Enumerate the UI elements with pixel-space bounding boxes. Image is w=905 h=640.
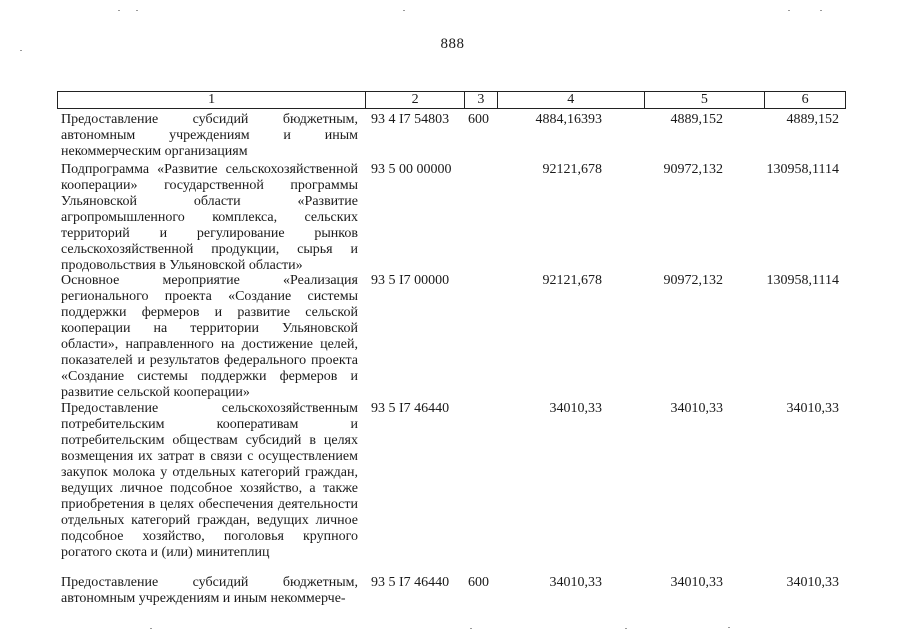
header-col-6: 6 [801,92,809,107]
row-code: 93 5 I7 46440 [371,401,450,416]
page-number: 888 [440,36,465,52]
row-value-col6: 130958,1114 [766,273,839,288]
row-expense-type: 600 [468,112,489,127]
header-col-1: 1 [58,92,366,108]
scan-speck [728,627,730,628]
row-value-col5: 34010,33 [670,401,723,416]
header-col-3: 3 [465,92,498,108]
scan-speck [820,10,822,11]
row-expense-type: 600 [468,575,489,590]
scan-speck [788,10,790,11]
row-value-col5: 90972,132 [663,162,723,177]
row-value-col6: 34010,33 [786,401,839,416]
row-value-col4: 92121,678 [542,162,602,177]
row-value-col6: 4889,152 [786,112,839,127]
row-description: Подпрограмма «Развитие сельскохозяйственной кооперации» государственной программы Ульяновской области «Развитие агропромышленного комплекса, сельских территорий и регулирование рынков сельскохозяйственной продукции, сырья и продовольствия в Ульяновской области» [61,162,358,273]
row-code: 93 5 I7 46440 [371,575,450,590]
scan-speck [20,50,22,51]
row-description: Предоставление субсидий бюджетным, автономным учреждениям и иным некоммерче- [61,575,358,606]
table-header [57,91,846,109]
row-value-col5: 90972,132 [663,273,723,288]
row-code: 93 5 I7 00000 [371,273,450,288]
row-value-col5: 4889,152 [670,112,723,127]
row-value-col6: 130958,1114 [766,162,839,177]
row-value-col4: 34010,33 [549,401,602,416]
row-value-col4: 92121,678 [542,273,602,288]
row-description: Основное мероприятие «Реализация регионального проекта «Создание системы поддержки фермеров и развитие сельской кооперации на территории Ульяновской области», направленного на достижение целей, показателей и результатов федерального проекта «Создание системы поддержки фермеров и развитие сельской кооперации» [61,273,358,400]
row-description: Предоставление сельскохозяйственным потребительским кооперативам и потребительским обществам субсидий в целях возмещения их затрат в связи с осуществлением закупок молока у отдельных категорий граждан, ведущих личное подсобное хозяйство, а также приобретения в целях обеспечения деятельности отдельных категорий граждан, ведущих личное подсобное хозяйство, поголовья крупного рогатого скота и (или) минитеплиц [61,401,358,560]
row-value-col5: 34010,33 [670,575,723,590]
header-col-2: 2 [366,92,465,108]
header-col-5: 5 [645,92,766,108]
scan-speck [625,628,627,629]
scan-speck [118,10,120,11]
header-col-4: 4 [498,92,645,108]
row-description: Предоставление субсидий бюджетным, автономным учреждениям и иным некоммерческим организациям [61,112,358,159]
scan-speck [470,628,472,629]
row-value-col4: 34010,33 [549,575,602,590]
scan-speck [150,628,152,629]
row-value-col6: 34010,33 [786,575,839,590]
scan-speck [403,10,405,11]
row-code: 93 4 I7 54803 [371,112,450,127]
row-code: 93 5 00 00000 [371,162,452,177]
row-value-col4: 4884,16393 [535,112,602,127]
scan-speck [136,10,138,11]
